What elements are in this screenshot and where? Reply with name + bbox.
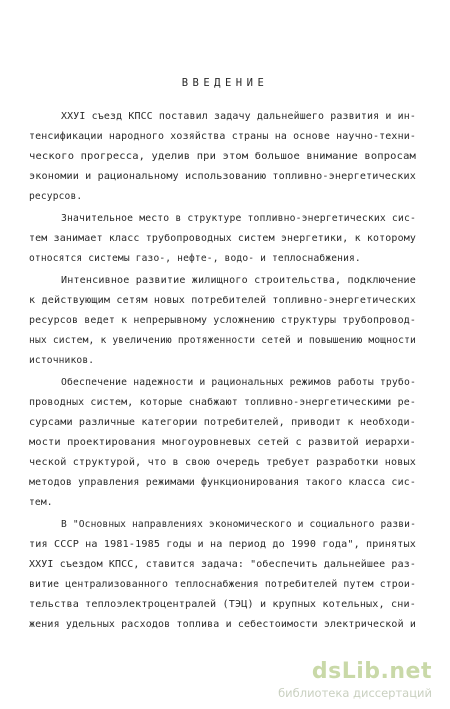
watermark: [236, 659, 436, 701]
text-line: мости проектирования многоуровневых сетей с развитой иерархи-: [29, 437, 417, 448]
watermark-logo: dsLib.net: [311, 659, 432, 684]
text-line: тем.: [29, 497, 53, 508]
text-line: методов управления режимами функционирования такого класса сис-: [29, 477, 417, 488]
text-line: к действующим сетям новых потребителей топливно-энергетических: [29, 295, 417, 306]
text-line: тем занимает класс трубопроводных систем энергетики, к которому: [29, 233, 417, 244]
text-line: ХХУI съездом КПСС, ставится задача: "обеспечить дальнейшее раз-: [29, 559, 417, 570]
watermark-subtitle: библиотека диссертаций: [278, 686, 432, 700]
text-line: ХХУI съезд КПСС поставил задачу дальнейшего развития и ин-: [61, 111, 416, 122]
text-line: тия СССР на 1981-1985 годы и на период до 1990 года", принятых: [29, 539, 417, 550]
text-line: источников.: [29, 355, 95, 366]
text-line: ресурсов ведет к непрерывному усложнению структуры трубопровод-: [29, 315, 417, 326]
text-line: ных систем, к увеличению протяженности сетей и повышению мощности: [29, 335, 416, 346]
text-line: тельства теплоэлектроцентралей (ТЭЦ) и крупных котельных, сни-: [29, 599, 417, 610]
text-line: Обеспечение надежности и рациональных режимов работы трубо-: [61, 377, 416, 388]
text-line: относятся системы газо-, нефте-, водо- и теплоснабжения.: [29, 253, 361, 264]
section-heading: ВВЕДЕНИЕ: [181, 77, 269, 89]
text-line: ческого прогресса, уделив при этом большое внимание вопросам: [29, 151, 416, 162]
text-line: ческой структурой, что в свою очередь требует разработки новых: [29, 457, 417, 468]
text-line: тенсификации народного хозяйства страны на основе научно-техни-: [29, 131, 417, 142]
text-line: Интенсивное развитие жилищного строительства, подключение: [61, 275, 417, 286]
text-line: В "Основных направлениях экономического и социального разви-: [61, 519, 416, 530]
text-line: витие централизованного теплоснабжения потребителей путем строи-: [29, 579, 417, 590]
text-line: жения удельных расходов топлива и себестоимости электрической и: [29, 619, 417, 630]
text-line: экономии и рациональному использованию топливно-энергетических: [29, 171, 417, 182]
text-line: Значительное место в структуре топливно-энергетических сис-: [61, 213, 416, 224]
text-line: проводных систем, которые снабжают топливно-энергетическими ре-: [29, 397, 417, 408]
text-line: ресурсов.: [29, 191, 83, 202]
text-line: сурсами различные категории потребителей, приводит к необходи-: [29, 417, 417, 428]
